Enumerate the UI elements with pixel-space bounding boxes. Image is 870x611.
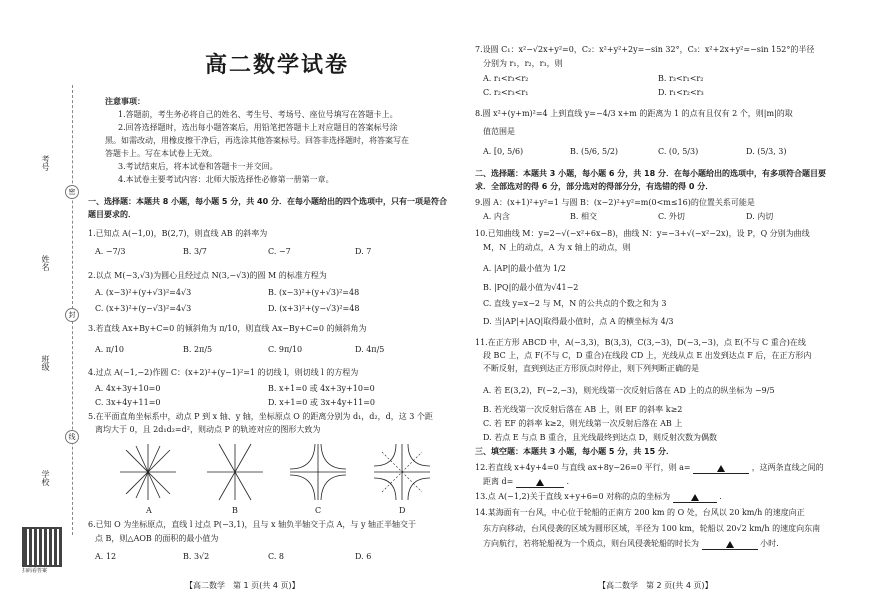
q6-stem-2: 点 B，则△AOB 的面积的最小值为 xyxy=(95,534,219,543)
q7-option-b: B. r₃<r₁<r₂ xyxy=(658,74,704,83)
q4-option-d: D. x+1=0 或 3x+4y+11=0 xyxy=(268,398,375,407)
notice-line-3: 黑。如需改动，用橡皮擦干净后，再选涂其他答案标号。回答非选择题时，将答案写在 xyxy=(105,136,409,145)
q10-option-a: A. |AP|的最小值为 1/2 xyxy=(483,264,566,273)
q2-option-a: A. (x−3)²+(y+√3)²=4√3 xyxy=(95,288,192,297)
section1-heading: 一、选择题：本题共 8 小题，每小题 5 分，共 40 分．在每小题给出的四个选项中，只有一项是符合 xyxy=(88,197,447,206)
notice-line-6: 4.本试卷主要考试内容：北师大版选择性必修第一册第一章。 xyxy=(118,175,334,184)
q11-option-d: D. 若点 E 与点 B 重合，且光线最终到达点 D，则反射次数为偶数 xyxy=(483,433,718,442)
q12-answer-blank-1[interactable] xyxy=(693,462,749,474)
notice-line-1: 1.答题前，考生务必将自己的姓名、考生号、考场号、座位号填写在答题卡上。 xyxy=(118,110,398,119)
q5-label-d: D xyxy=(399,506,406,515)
notice-heading: 注意事项： xyxy=(105,97,145,106)
seal-circle-xian: 线 xyxy=(65,430,79,444)
q10-stem-2: M，N 上的动点，A 为 x 轴上的动点，则 xyxy=(483,243,631,252)
q7-stem-2: 分别为 r₁，r₂，r₃，则 xyxy=(483,59,563,68)
q5-graph-c xyxy=(288,442,348,502)
answer-triangle-icon xyxy=(717,465,725,472)
footer-page-2: 【高二数学 第 2 页(共 4 页)】 xyxy=(598,581,713,590)
q5-label-a: A xyxy=(146,506,152,515)
section3-heading: 三、填空题：本题共 3 小题，每小题 5 分，共 15 分． xyxy=(475,447,674,456)
q11-stem: 11.在正方形 ABCD 中，A(−3,3)，B(3,3)，C(3,−3)，D(−3,−3)，点 E(不与 C 重合)在线 xyxy=(475,338,806,347)
q3-option-b: B. 2π/5 xyxy=(183,345,213,354)
school-label: 学校 xyxy=(41,470,50,486)
q14-tail: 小时. xyxy=(760,539,779,548)
q6-option-d: D. 6 xyxy=(355,552,372,561)
class-label: 班级 xyxy=(41,355,50,371)
q11-option-c: C. 若 EF 的斜率 k≥2，则光线第一次反射后落在 AB 上 xyxy=(483,419,683,428)
answer-triangle-icon xyxy=(691,494,699,501)
q10-option-d: D. 当|AP|+|AQ|取得最小值时，点 A 的横坐标为 4/3 xyxy=(483,317,674,326)
page-title: 高二数学试卷 xyxy=(205,53,350,78)
notice-line-4: 答题卡上。写在本试卷上无效。 xyxy=(105,149,217,158)
q9-option-a: A. 内含 xyxy=(483,212,510,221)
qr-code xyxy=(22,527,62,567)
q8-option-a: A. [0, 5/6) xyxy=(483,147,524,156)
q11-stem-3: 不断反射，直到到达正方形顶点时停止，则下列判断正确的是 xyxy=(483,364,699,373)
notice-line-5: 3.考试结束后，将本试卷和答题卡一并交回。 xyxy=(118,162,278,171)
q2-option-d: D. (x+3)²+(y−√3)²=48 xyxy=(268,304,360,313)
q10-stem: 10.已知曲线 M：y=2−√(−x²+6x−8)，曲线 N：y=−3+√(−x²−2x)，设 P，Q 分别为曲线 xyxy=(475,229,810,238)
footer-page-1: 【高二数学 第 1 页(共 4 页)】 xyxy=(185,581,300,590)
q1-option-c: C. −7 xyxy=(268,247,291,256)
q3-option-c: C. 9π/10 xyxy=(268,345,303,354)
q12-stem-text-2: ，这两条直线之间的 xyxy=(751,463,824,472)
q2-stem: 2.以点 M(−3,√3)为圆心且经过点 N(3,−√3)的圆 M 的标准方程为 xyxy=(88,271,327,280)
notice-line-2: 2.回答选择题时，选出每小题答案后，用铅笔把答题卡上对应题目的答案标号涂 xyxy=(118,123,398,132)
q7-option-d: D. r₁<r₂<r₃ xyxy=(658,88,704,97)
q8-option-b: B. (5/6, 5/2) xyxy=(570,147,619,156)
q13-answer-blank[interactable] xyxy=(673,491,717,503)
q1-option-b: B. 3/7 xyxy=(183,247,207,256)
q10-option-c: C. 直线 y=x−2 与 M，N 的公共点的个数之和为 3 xyxy=(483,299,667,308)
q4-option-a: A. 4x+3y+10=0 xyxy=(95,384,161,393)
q7-option-c: C. r₂<r₃<r₁ xyxy=(483,88,529,97)
q11-option-b: B. 若光线第一次反射后落在 AB 上，则 EF 的斜率 k≥2 xyxy=(483,405,683,414)
q8-stem-2: 值范围是 xyxy=(483,127,515,136)
seal-circle-mi: 密 xyxy=(65,185,79,199)
name-label: 姓名 xyxy=(41,255,50,271)
section1-heading-2: 题目要求的． xyxy=(88,210,136,219)
q14-stem-3 xyxy=(483,538,779,550)
q5-label-c: C xyxy=(315,506,322,515)
q3-option-d: D. 4π/5 xyxy=(355,345,385,354)
answer-triangle-icon xyxy=(536,479,544,486)
q7-option-a: A. r₁<r₃<r₂ xyxy=(483,74,529,83)
q9-option-c: C. 外切 xyxy=(658,212,685,221)
q8-option-c: C. (0, 5/3) xyxy=(658,147,699,156)
q12-stem-text: 12.若直线 x+4y+4=0 与直线 ax+8y−26=0 平行，则 a= xyxy=(475,463,691,472)
q1-option-d: D. 7 xyxy=(355,247,372,256)
q3-stem: 3.若直线 Ax+By+C=0 的倾斜角为 π/10，则直线 Ax−By+C=0 的倾斜角为 xyxy=(88,324,367,333)
q11-stem-2: 段 BC 上，点 F(不与 C，D 重合)在线段 CD 上，光线从点 E 出发到达点 F 后，在正方形内 xyxy=(483,351,812,360)
section2-heading: 二、选择题：本题共 3 小题，每小题 6 分，共 18 分．在每小题给出的选项中，有多项符合题目要 xyxy=(475,169,826,178)
q14-stem3-text: 方向航行，若将轮船视为一个质点，则台风侵袭轮船的时长为 xyxy=(483,539,699,548)
q5-graph-d xyxy=(372,442,432,502)
q12-answer-blank-2[interactable] xyxy=(516,476,564,488)
q4-option-b: B. x+1=0 或 4x+3y+10=0 xyxy=(268,384,375,393)
q8-option-d: D. (5/3, 3) xyxy=(746,147,787,156)
q11-option-a: A. 若 E(3,2)，F(−2,−3)，则光线第一次反射后落在 AD 上的点的纵坐标为 −9/5 xyxy=(483,386,775,395)
q5-label-b: B xyxy=(232,506,238,515)
q2-option-b: B. (x−3)²+(y+√3)²=48 xyxy=(268,288,360,297)
q2-option-c: C. (x+3)²+(y−√3)²=4√3 xyxy=(95,304,192,313)
q5-stem-2: 离均大于 0，且 2d₁d₂=d²，则动点 P 的轨迹对应的图形大致为 xyxy=(95,425,321,434)
q10-option-b: B. |PQ|的最小值为√41−2 xyxy=(483,283,579,292)
qr-caption: 扫码看答案 xyxy=(22,568,48,574)
q14-stem-2: 东方向移动，台风侵袭的区域为圆形区域，半径为 100 km，轮船以 20√2 km/h 的速度向东南 xyxy=(483,524,821,533)
q6-stem: 6.已知 O 为坐标原点，直线 l 过点 P(−3,1)，且与 x 轴负半轴交于点 A，与 y 轴正半轴交于 xyxy=(88,520,417,529)
q14-answer-blank[interactable] xyxy=(702,538,758,550)
q4-option-c: C. 3x+4y+11=0 xyxy=(95,398,161,407)
q4-stem: 4.过点 A(−1,−2)作圆 C：(x+2)²+(y−1)²=1 的切线 l，则切线 l 的方程为 xyxy=(88,368,359,377)
q14-stem: 14.某海面有一台风，中心位于轮船的正南方 200 km 的 O 处，台风以 20 km/h 的速度向正 xyxy=(475,508,805,517)
q5-stem: 5.在平面直角坐标系中，动点 P 到 x 轴、y 轴，坐标原点 O 的距离分别为 d₁，d₂，d，这 3 个距 xyxy=(88,412,433,421)
q12-stem2-text: 距离 d= xyxy=(483,477,514,486)
q6-option-b: B. 3√2 xyxy=(183,552,210,561)
q13-stem: 13.点 A(−1,2)关于直线 x+y+6=0 对称的点的坐标为 . xyxy=(475,492,722,501)
q13-stem-text: 13.点 A(−1,2)关于直线 x+y+6=0 对称的点的坐标为 xyxy=(475,492,671,501)
q9-stem: 9.圆 A：(x+1)²+y²=1 与圆 B：(x−2)²+y²=m(0<m≤16)的位置关系可能是 xyxy=(475,198,755,207)
q5-graph-b xyxy=(205,442,265,502)
q1-option-a: A. −7/3 xyxy=(95,247,126,256)
section2-heading-2: 求．全部选对的得 6 分，部分选对的得部分分，有选错的得 0 分． xyxy=(475,182,714,191)
q7-stem: 7.设圆 C₁：x²−√2x+y²=0，C₂：x²+y²+2y=−sin 32°，C₃：x²+2x+y²=−sin 152°的半径 xyxy=(475,45,815,54)
q1-stem: 1.已知点 A(−1,0)，B(2,7)，则直线 AB 的斜率为 xyxy=(88,229,268,238)
q5-graph-a xyxy=(118,442,178,502)
q6-option-a: A. 12 xyxy=(95,552,117,561)
seal-circle-feng: 封 xyxy=(65,308,79,322)
q6-option-c: C. 8 xyxy=(268,552,285,561)
q12-stem xyxy=(475,462,824,474)
q8-stem: 8.圆 x²+(y+m)²=4 上到直线 y=−4/3 x+m 的距离为 1 的点有且仅有 2 个，则|m|的取 xyxy=(475,109,793,118)
exam-number-label: 考号 xyxy=(41,155,50,171)
q3-option-a: A. π/10 xyxy=(95,345,124,354)
q9-option-b: B. 相交 xyxy=(570,212,597,221)
q12-stem-2: 距离 d= . xyxy=(483,477,570,486)
q9-option-d: D. 内切 xyxy=(746,212,774,221)
answer-triangle-icon xyxy=(726,541,734,548)
